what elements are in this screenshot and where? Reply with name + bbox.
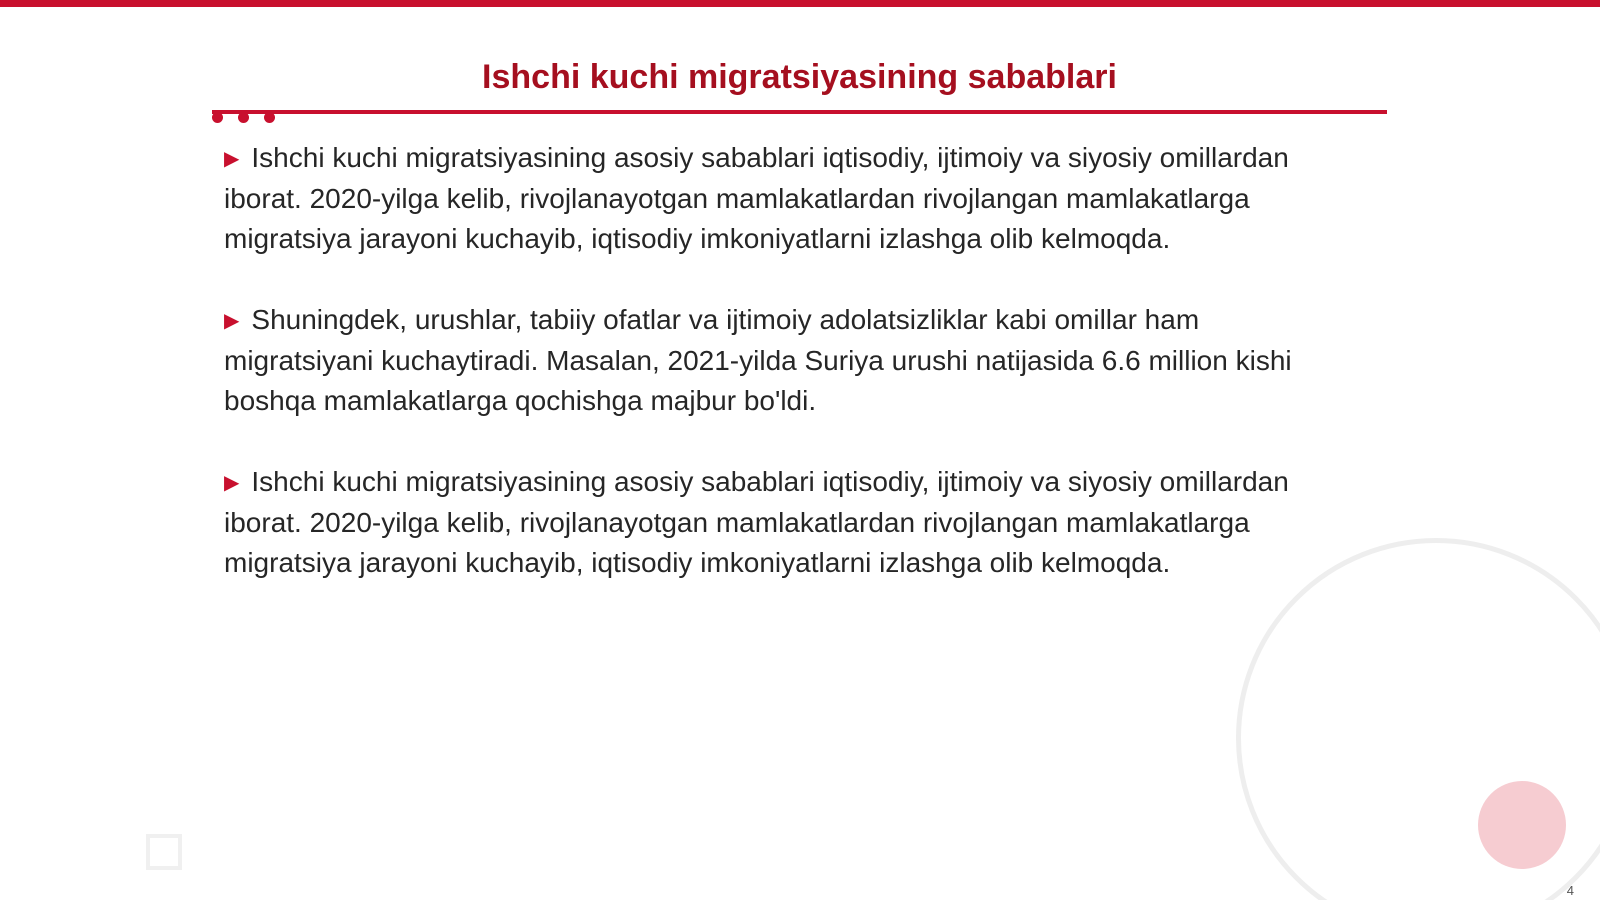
- title-underline: [212, 110, 1387, 114]
- top-accent-bar: [0, 0, 1600, 7]
- triangle-right-icon: ▶: [224, 148, 240, 170]
- decorative-square: [146, 834, 182, 870]
- bullet-text: Ishchi kuchi migratsiyasining asosiy sabablari iqtisodiy, ijtimoiy va siyosiy omillardan iborat. 2020-yilga kelib, rivojlanayotgan mamlakatlardan rivojlangan mamlakatlarga migratsiya jarayoni kuchayib, iqtisodiy imkoniyatlarni izlashga olib kelmoqda.: [224, 142, 1289, 254]
- bullet-list: [224, 138, 1334, 624]
- page-number: 4: [1566, 883, 1574, 898]
- slide-title: Ishchi kuchi migratsiyasining sabablari: [482, 58, 1117, 96]
- bullet-item: [224, 138, 1334, 259]
- three-dots-icon: [212, 112, 282, 126]
- dot-icon: [212, 112, 223, 123]
- triangle-right-icon: ▶: [224, 472, 240, 494]
- bullet-item: [224, 462, 1334, 583]
- dot-icon: [238, 112, 249, 123]
- bullet-item: [224, 300, 1334, 421]
- bullet-text: Ishchi kuchi migratsiyasining asosiy sabablari iqtisodiy, ijtimoiy va siyosiy omillardan iborat. 2020-yilga kelib, rivojlanayotgan mamlakatlardan rivojlangan mamlakatlarga migratsiya jarayoni kuchayib, iqtisodiy imkoniyatlarni izlashga olib kelmoqda.: [224, 466, 1289, 578]
- bullet-text: Shuningdek, urushlar, tabiiy ofatlar va ijtimoiy adolatsizliklar kabi omillar ham migratsiyani kuchaytiradi. Masalan, 2021-yilda Suriya urushi natijasida 6.6 million kishi boshqa mamlakatlarga qochishga majbur bo'ldi.: [224, 304, 1292, 416]
- decorative-pink-circle: [1478, 781, 1566, 869]
- dot-icon: [264, 112, 275, 123]
- triangle-right-icon: ▶: [224, 310, 240, 332]
